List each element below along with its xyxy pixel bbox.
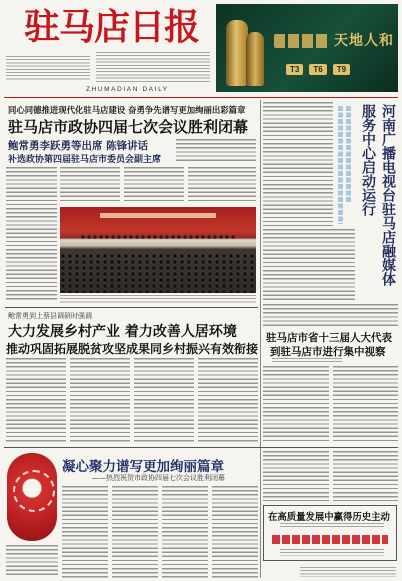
emblem-ring	[13, 470, 55, 512]
ad-slogan: 天地人和	[334, 33, 394, 49]
feature-vertical-headline: 河南广播电视台驻马店融媒体服务中心启动运行	[360, 104, 396, 286]
bottom-right-byline	[280, 549, 384, 556]
calligraphy-decoration	[274, 34, 330, 48]
lead-body-column	[124, 167, 184, 204]
masthead-title: 驻马店日报	[24, 6, 200, 48]
masthead-info-left	[6, 56, 90, 80]
stage-banner	[100, 213, 216, 218]
bottom-right-headline: 在高质量发展中赢得历史主动	[268, 512, 390, 523]
ad-model-badge: T6	[309, 64, 326, 75]
ad-model-list	[286, 64, 350, 75]
right-mid-byline	[272, 358, 342, 362]
masthead-rule	[4, 97, 398, 98]
feature-body-column	[263, 102, 333, 226]
section-divider	[5, 307, 258, 308]
lead-body-column	[60, 167, 120, 204]
lead-body-column	[188, 167, 256, 204]
second-headline: 推动巩固拓展脱贫攻坚成果同乡村振兴有效衔接	[6, 342, 259, 356]
feature-body-column	[263, 229, 355, 301]
lead-subhead: 鲍常勇李跃勇等出席 陈锋讲话	[8, 140, 149, 152]
lead-headline: 驻马店市政协四届七次会议胜利闭幕	[8, 118, 249, 136]
second-headline: 大力发展乡村产业 着力改善人居环境	[8, 324, 237, 340]
second-body-column	[70, 358, 130, 444]
ad-model-badge: T3	[286, 64, 303, 75]
right-mid-headline: 到驻马店市进行集中视察	[270, 346, 386, 358]
right-mid-body-column	[263, 366, 329, 444]
bottom-body-column	[6, 545, 58, 578]
audience	[60, 253, 256, 293]
bottom-body-column	[112, 486, 158, 578]
second-body-column	[6, 358, 66, 444]
photo-caption	[60, 295, 256, 303]
lead-body-column	[6, 167, 57, 301]
second-body-column	[134, 358, 194, 444]
page-footer-text	[300, 567, 396, 577]
bottom-right-body-column	[263, 451, 329, 501]
right-mid-body-column	[333, 366, 398, 444]
bottom-headline: 凝心聚力谱写更加绚丽篇章	[62, 459, 224, 475]
masthead-english-name: ZHUMADIAN DAILY	[86, 86, 169, 93]
bottom-right-body-column	[333, 451, 398, 501]
second-kicker: 鲍常勇到上蔡县调研时强调	[8, 312, 92, 320]
section-divider	[4, 447, 398, 448]
bottle-image	[246, 32, 264, 86]
ad-model-badge: T9	[333, 64, 350, 75]
lead-body-column	[176, 139, 256, 163]
bottom-subtitle: ——热烈祝贺市政协四届七次会议胜利闭幕	[92, 474, 225, 482]
feature-vertical-kicker	[338, 106, 343, 224]
bottom-right-red-headline	[272, 535, 388, 544]
bottom-body-column	[62, 486, 108, 578]
masthead-info-right	[96, 52, 210, 82]
bottom-body-column	[212, 486, 258, 578]
conference-hall-photo	[60, 207, 256, 293]
right-mid-headline: 驻马店市省十三届人大代表	[266, 332, 392, 344]
bottom-body-column	[162, 486, 208, 578]
liquor-advertisement	[216, 4, 398, 92]
bottle-image	[226, 20, 248, 86]
feature-vertical-kicker	[346, 106, 351, 202]
lead-subhead: 补选政协第四届驻马店市委员会副主席	[8, 155, 162, 165]
second-body-column	[198, 358, 258, 444]
presidium-row	[80, 234, 236, 240]
lead-kicker: 同心同德推进现代化驻马店建设 奋勇争先谱写更加绚丽出彩篇章	[8, 105, 246, 115]
column-divider	[260, 100, 261, 578]
bottom-right-byline	[280, 523, 384, 527]
feature-body-column	[263, 304, 398, 326]
